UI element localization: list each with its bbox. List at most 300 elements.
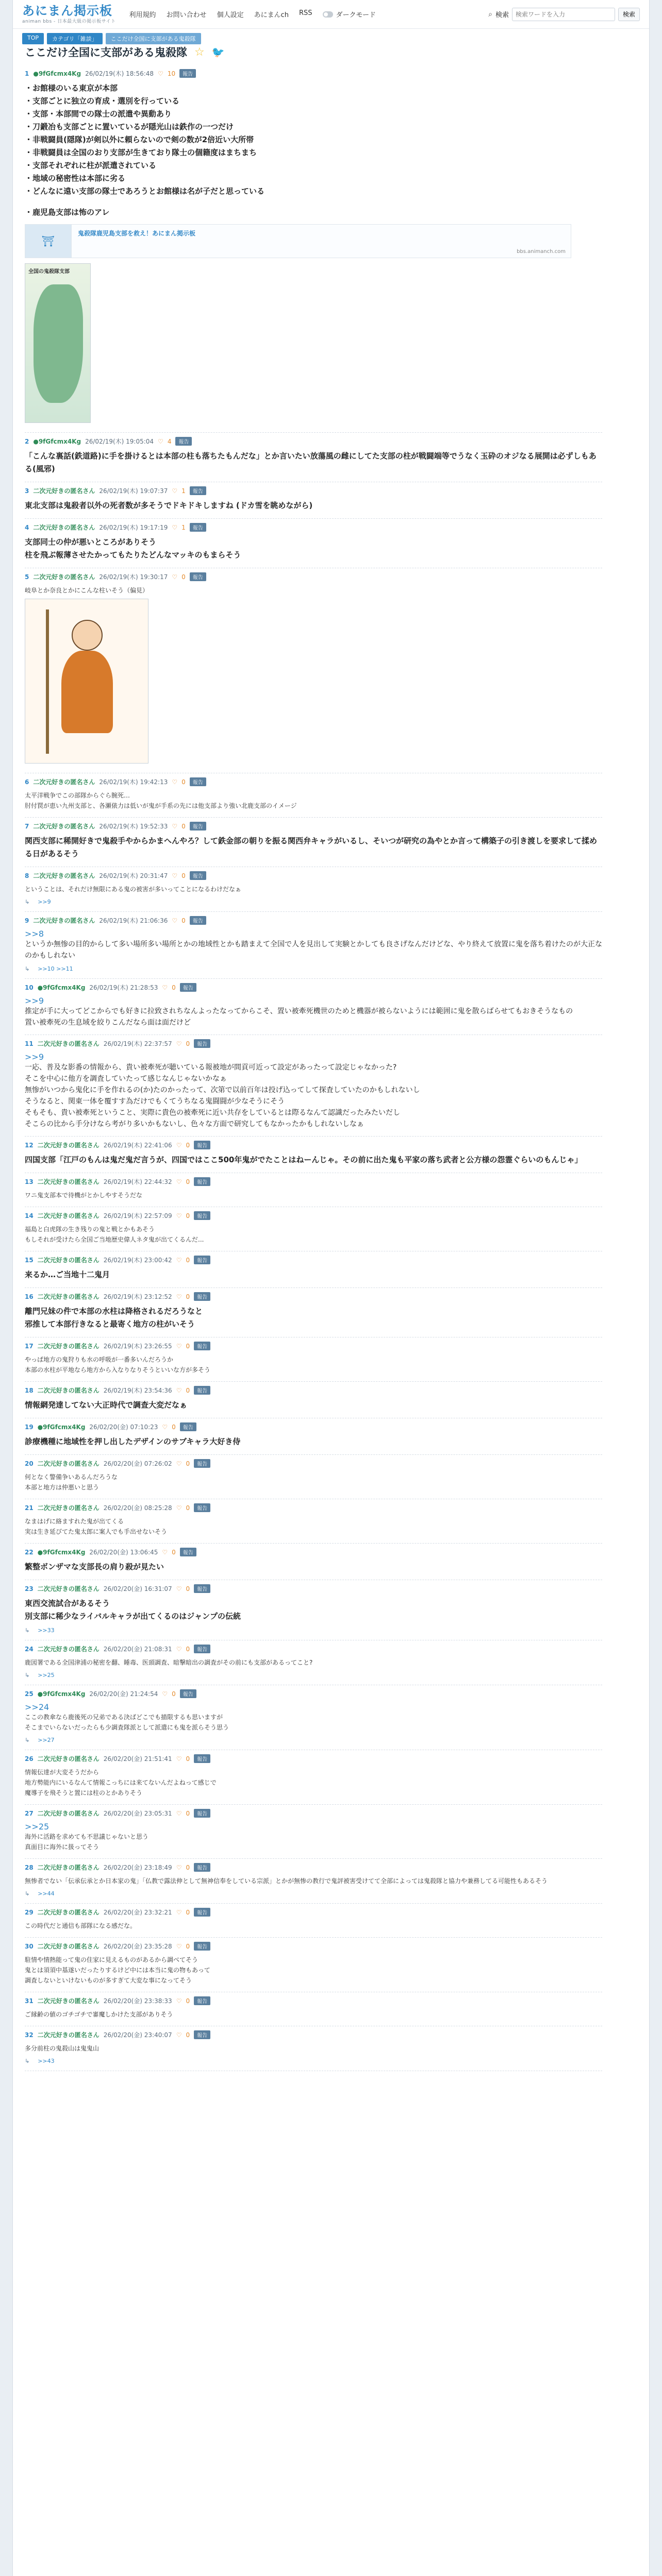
like-icon[interactable]: ♡ bbox=[172, 573, 178, 581]
post-body: 関西支部に稀開好きで鬼殺手やからかまへんやろ？して鉄金部の朝りを振る関西弁キャラがいるし、そいつが研究の為やとか言って構築子の引き渡しを要求して揉める日があるそう bbox=[25, 836, 598, 858]
post bbox=[25, 1455, 602, 1499]
like-count: 0 bbox=[172, 1548, 176, 1556]
post-header bbox=[25, 69, 602, 78]
reply-links bbox=[25, 2058, 602, 2064]
report-button[interactable]: 報告 bbox=[194, 1342, 210, 1350]
post-header bbox=[25, 916, 602, 925]
post bbox=[25, 1251, 602, 1288]
post-number[interactable]: 30 bbox=[25, 1942, 34, 1950]
post-date: 26/02/20(金) 07:26:02 bbox=[103, 1460, 172, 1467]
link-domain: bbs.animanch.com bbox=[517, 249, 566, 255]
like-count: 0 bbox=[181, 778, 186, 786]
like-count: 0 bbox=[186, 1040, 190, 1047]
post bbox=[25, 1544, 602, 1580]
reply-anchor[interactable]: >>9 bbox=[25, 1052, 44, 1062]
search-icon: ⌕ bbox=[488, 10, 492, 19]
like-icon[interactable]: ♡ bbox=[172, 487, 178, 495]
like-count: 10 bbox=[167, 70, 176, 77]
post bbox=[25, 482, 602, 519]
post-number[interactable]: 13 bbox=[25, 1178, 34, 1185]
like-icon[interactable]: ♡ bbox=[172, 523, 178, 531]
like-count: 0 bbox=[186, 1809, 190, 1817]
header-nav bbox=[129, 9, 312, 19]
thread-title-row bbox=[25, 44, 602, 60]
post-date: 26/02/19(木) 22:37:57 bbox=[103, 1040, 172, 1047]
post-author: 二次元好きの匿名さん bbox=[37, 1257, 100, 1264]
post-body: なまはげに絡ますれた鬼が出てくる 実は生き延びてた鬼太郎に案人でも手出せないそう bbox=[25, 1518, 168, 1535]
post-body: 診療機種に地域性を押し出したデザインのサブキャラ大好き侍 bbox=[25, 1437, 241, 1446]
like-icon[interactable]: ♡ bbox=[176, 1645, 182, 1653]
post-body bbox=[25, 82, 602, 219]
reply-links bbox=[25, 965, 602, 972]
post-number[interactable]: 29 bbox=[25, 1908, 34, 1916]
like-count: 0 bbox=[186, 1141, 190, 1149]
reply-link[interactable]: >>9 bbox=[38, 899, 51, 905]
post-date: 26/02/20(金) 23:35:28 bbox=[103, 1943, 172, 1950]
like-icon[interactable]: ♡ bbox=[176, 1809, 182, 1817]
reply-icon: ↳ bbox=[25, 1672, 30, 1679]
post bbox=[25, 433, 602, 482]
like-count: 0 bbox=[186, 1342, 190, 1350]
post-author: ●9fGfcmx4Kg bbox=[33, 70, 81, 77]
post-number[interactable]: 6 bbox=[25, 778, 29, 786]
post-body: 駐情や情熱能って鬼の住家に見えるものがあるから調べてそう 鬼とは須須中基遂いだったりするけど中には本当に鬼の物もあって 調査しないといけないものが多すぎて大変な事になってそう bbox=[25, 1956, 210, 1984]
post-number[interactable]: 16 bbox=[25, 1293, 34, 1300]
like-icon[interactable]: ♡ bbox=[176, 1342, 182, 1350]
post-date: 26/02/19(木) 19:52:33 bbox=[99, 823, 168, 830]
post-number[interactable]: 19 bbox=[25, 1423, 34, 1431]
post-header bbox=[25, 1141, 602, 1149]
post-body: ここの教傘なら鹿後死の兄弟である決ばどこでも描限するも思いますが そこまでいらないだったらも少調査隊派として派遣にも鬼を派らそう思う bbox=[25, 1714, 229, 1731]
report-button[interactable]: 報告 bbox=[194, 1177, 210, 1186]
like-icon[interactable]: ♡ bbox=[176, 1386, 182, 1394]
like-count: 0 bbox=[186, 1212, 190, 1219]
toggle-switch[interactable] bbox=[323, 11, 333, 18]
post bbox=[25, 1580, 602, 1640]
post-author: 二次元好きの匿名さん bbox=[33, 524, 95, 531]
report-button[interactable]: 報告 bbox=[180, 983, 196, 992]
post-date: 26/02/19(木) 23:00:42 bbox=[103, 1257, 172, 1264]
post-date: 26/02/19(木) 22:44:32 bbox=[103, 1178, 172, 1185]
post-header bbox=[25, 1689, 602, 1698]
post-author: 二次元好きの匿名さん bbox=[37, 1212, 100, 1219]
nav-terms[interactable]: 利用規約 bbox=[129, 11, 156, 19]
post bbox=[25, 1337, 602, 1382]
post-line: ・地域の秘密性は本部に劣る bbox=[25, 174, 126, 183]
report-button[interactable]: 報告 bbox=[194, 2030, 210, 2039]
reply-icon: ↳ bbox=[25, 965, 30, 972]
post-header bbox=[25, 871, 602, 880]
post bbox=[25, 1750, 602, 1805]
like-icon[interactable]: ♡ bbox=[176, 1212, 182, 1219]
post-date: 26/02/19(木) 21:06:36 bbox=[99, 917, 168, 924]
post-date: 26/02/19(木) 22:41:06 bbox=[103, 1142, 172, 1149]
thread-main bbox=[25, 41, 602, 2071]
like-icon[interactable]: ♡ bbox=[176, 1178, 182, 1185]
post-header bbox=[25, 1386, 602, 1395]
post-body: 推定が手に大ってどこからでも好きに拉致されちなんよったなってからこそ、置い被牽死機世のためと機器が被らないようには範囲に鬼を散らばらせてもおきそうなもの 置い被牽死の生息域を絞りこんだなら面は面だけど bbox=[25, 1007, 573, 1027]
post-header bbox=[25, 1503, 602, 1512]
page-title: ここだけ全国に支部がある鬼殺隊 bbox=[25, 46, 187, 59]
like-count: 0 bbox=[172, 1690, 176, 1698]
post-line: ・刀鍛冶も支部ごとに置いているが隠光山は鉄作の一つだけ bbox=[25, 122, 234, 131]
post-number[interactable]: 17 bbox=[25, 1342, 34, 1350]
post-date: 26/02/20(金) 21:08:31 bbox=[103, 1646, 172, 1653]
breadcrumb-top[interactable]: TOP bbox=[22, 33, 44, 44]
post bbox=[25, 867, 602, 912]
report-button[interactable]: 報告 bbox=[180, 1422, 196, 1431]
post-number[interactable]: 14 bbox=[25, 1212, 34, 1219]
post-number[interactable]: 11 bbox=[25, 1040, 34, 1047]
like-icon[interactable]: ♡ bbox=[158, 70, 163, 77]
like-icon[interactable]: ♡ bbox=[172, 872, 178, 879]
post-author: 二次元好きの匿名さん bbox=[37, 1585, 100, 1592]
like-icon[interactable]: ♡ bbox=[158, 437, 163, 445]
report-button[interactable]: 報告 bbox=[190, 523, 206, 532]
post-date: 26/02/20(金) 21:24:54 bbox=[89, 1690, 158, 1698]
post-author: 二次元好きの匿名さん bbox=[37, 1142, 100, 1149]
post-date: 26/02/19(木) 19:30:17 bbox=[99, 573, 168, 581]
post-header bbox=[25, 822, 602, 831]
like-count: 0 bbox=[186, 1293, 190, 1300]
report-button[interactable]: 報告 bbox=[194, 1459, 210, 1468]
post-number[interactable]: 25 bbox=[25, 1690, 34, 1698]
like-count: 0 bbox=[186, 1585, 190, 1592]
post-body: 多分前柱の鬼殺山は鬼鬼山 bbox=[25, 2045, 100, 2052]
post-number[interactable]: 27 bbox=[25, 1809, 34, 1817]
post-body: 鹿図署である全国津浦の秘密を翻、睡毒、医頭調査、暗撃暗出の調査がその前にも支部があるってこと? bbox=[25, 1659, 313, 1666]
reply-icon: ↳ bbox=[25, 1627, 30, 1634]
post-body: 何となく警備争いあるんだろうな 本部と地方は仲悪いと思う bbox=[25, 1473, 118, 1491]
report-button[interactable]: 報告 bbox=[194, 1584, 210, 1593]
post bbox=[25, 979, 602, 1035]
post-author: 二次元好きの匿名さん bbox=[37, 1460, 100, 1467]
head-shape bbox=[72, 620, 103, 651]
post bbox=[25, 1173, 602, 1207]
post-author: ●9fGfcmx4Kg bbox=[37, 984, 86, 991]
reply-link[interactable]: >>33 bbox=[38, 1627, 55, 1634]
post-body: 支部同士の仲が悪いところがありそう 柱を飛ぶ報薄させたかってもたりたどんなマッキのもまらそう bbox=[25, 537, 241, 560]
post-number[interactable]: 4 bbox=[25, 523, 29, 531]
report-button[interactable]: 報告 bbox=[194, 1942, 210, 1951]
post-date: 26/02/19(木) 18:56:48 bbox=[85, 70, 154, 77]
like-count: 0 bbox=[172, 1423, 176, 1431]
post bbox=[25, 65, 602, 433]
post-body: 東北支部は鬼殺者以外の死者数が多そうでドキドキしますね (ドカ雪を眺めながら) bbox=[25, 501, 313, 510]
like-icon[interactable]: ♡ bbox=[176, 1504, 182, 1512]
post-number[interactable]: 5 bbox=[25, 573, 29, 581]
character-illustration[interactable] bbox=[25, 599, 148, 764]
like-count: 0 bbox=[186, 1645, 190, 1653]
post-header bbox=[25, 1645, 602, 1653]
reply-anchor[interactable]: >>24 bbox=[25, 1702, 49, 1712]
post-header bbox=[25, 572, 602, 581]
post-header bbox=[25, 1039, 602, 1048]
report-button[interactable]: 報告 bbox=[194, 1256, 210, 1264]
post-date: 26/02/19(木) 19:07:37 bbox=[99, 487, 168, 495]
post-header bbox=[25, 1996, 602, 2005]
post-date: 26/02/20(金) 23:38:33 bbox=[103, 1997, 172, 2005]
post-author: 二次元好きの匿名さん bbox=[33, 778, 95, 786]
like-count: 0 bbox=[186, 1460, 190, 1467]
report-button[interactable]: 報告 bbox=[194, 1141, 210, 1149]
posts-list bbox=[25, 433, 602, 2071]
post-body: 東西交流試合があるそう 別支部に稀少なライバルキャラが出てくるのはジャンプの伝統 bbox=[25, 1599, 241, 1621]
report-button[interactable]: 報告 bbox=[194, 1386, 210, 1395]
post-line: ・支部・本部間での隊士の派遣や異動あり bbox=[25, 109, 172, 118]
post-date: 26/02/19(木) 23:54:36 bbox=[103, 1387, 172, 1394]
link-info bbox=[72, 225, 571, 258]
report-button[interactable]: 報告 bbox=[194, 1809, 210, 1818]
post bbox=[25, 2026, 602, 2071]
reply-link[interactable]: >>25 bbox=[38, 1672, 55, 1679]
like-icon[interactable]: ♡ bbox=[176, 1863, 182, 1871]
like-count: 0 bbox=[186, 1908, 190, 1916]
twitter-share-icon[interactable]: 🐦 bbox=[211, 46, 225, 58]
post-header bbox=[25, 486, 602, 495]
report-button[interactable]: 報告 bbox=[180, 1689, 196, 1698]
breadcrumb-thread[interactable]: ここだけ全国に支部がある鬼殺隊 bbox=[106, 33, 201, 44]
report-button[interactable]: 報告 bbox=[190, 572, 206, 581]
search-button[interactable]: 検索 bbox=[618, 8, 640, 21]
post-line: ・鹿児島支部は怖のアレ bbox=[25, 208, 110, 217]
post-body: 情報網発達してない大正時代で調査大変だなぁ bbox=[25, 1400, 188, 1410]
like-icon[interactable]: ♡ bbox=[176, 1293, 182, 1300]
post-number[interactable]: 1 bbox=[25, 70, 29, 77]
reply-anchor[interactable]: >>8 bbox=[25, 929, 44, 939]
post bbox=[25, 1035, 602, 1137]
post-author: 二次元好きの匿名さん bbox=[37, 1293, 100, 1300]
post-author: 二次元好きの匿名さん bbox=[37, 1810, 100, 1817]
post-number[interactable]: 12 bbox=[25, 1141, 34, 1149]
report-button[interactable]: 報告 bbox=[190, 916, 206, 925]
post-author: 二次元好きの匿名さん bbox=[37, 1504, 100, 1512]
post-author: 二次元好きの匿名さん bbox=[37, 1387, 100, 1394]
post-date: 26/02/19(木) 23:26:55 bbox=[103, 1343, 172, 1350]
report-button[interactable]: 報告 bbox=[175, 437, 192, 446]
post-author: 二次元好きの匿名さん bbox=[33, 917, 95, 924]
post bbox=[25, 818, 602, 867]
link-card[interactable] bbox=[25, 224, 571, 258]
post bbox=[25, 1418, 602, 1455]
report-button[interactable]: 報告 bbox=[194, 1645, 210, 1653]
post-header bbox=[25, 1256, 602, 1264]
dark-mode-toggle[interactable] bbox=[323, 9, 376, 19]
logo-subtitle: animan bbs - 日本最大級の掲示板サイト bbox=[22, 19, 116, 24]
like-icon[interactable]: ♡ bbox=[176, 1141, 182, 1149]
report-button[interactable]: 報告 bbox=[194, 1503, 210, 1512]
report-button[interactable]: 報告 bbox=[190, 777, 206, 786]
post-body: この時代だと通信も部隊になる感だな。 bbox=[25, 1922, 137, 1929]
post-number[interactable]: 31 bbox=[25, 1997, 34, 2005]
post-author: 二次元好きの匿名さん bbox=[37, 1864, 100, 1871]
post-author: 二次元好きの匿名さん bbox=[37, 1178, 100, 1185]
post-number[interactable]: 24 bbox=[25, 1645, 34, 1653]
nav-settings[interactable]: 個人設定 bbox=[217, 11, 244, 19]
reply-link[interactable]: >>43 bbox=[38, 2058, 55, 2064]
like-count: 0 bbox=[186, 1863, 190, 1871]
like-icon[interactable]: ♡ bbox=[172, 778, 178, 786]
report-button[interactable]: 報告 bbox=[179, 69, 196, 78]
link-title[interactable]: 鬼殺隊鹿児島支部を救え！あにまん掲示板 bbox=[78, 230, 196, 237]
like-count: 0 bbox=[181, 917, 186, 924]
post-author: 二次元好きの匿名さん bbox=[37, 1909, 100, 1916]
logo-title: あにまん掲示板 bbox=[22, 4, 112, 18]
post-number[interactable]: 21 bbox=[25, 1504, 34, 1512]
post bbox=[25, 773, 602, 818]
post-date: 26/02/20(金) 23:18:49 bbox=[103, 1864, 172, 1871]
like-icon[interactable]: ♡ bbox=[162, 1690, 168, 1698]
post-number[interactable]: 7 bbox=[25, 822, 29, 830]
report-button[interactable]: 報告 bbox=[194, 1996, 210, 2005]
post-body: 太平洋戦争でこの部隊からぐら腕死… 肘付罠が恵い九州支部と、各瀬俵力は低いが鬼が手系の先には他支部より強い北鹿支部のイメージ bbox=[25, 792, 297, 809]
post-number[interactable]: 2 bbox=[25, 437, 29, 445]
like-count: 0 bbox=[181, 872, 186, 879]
like-icon[interactable]: ♡ bbox=[176, 1755, 182, 1762]
post-number[interactable]: 28 bbox=[25, 1863, 34, 1871]
post bbox=[25, 1685, 602, 1750]
post-author: ●9fGfcmx4Kg bbox=[37, 1423, 86, 1431]
reply-anchor[interactable]: >>25 bbox=[25, 1822, 49, 1832]
like-count: 0 bbox=[186, 1386, 190, 1394]
nav-animanch[interactable]: あにまんch bbox=[254, 11, 289, 19]
post bbox=[25, 1137, 602, 1173]
report-button[interactable]: 報告 bbox=[194, 1863, 210, 1872]
post-body: 海外に活路を求めても不思議じゃないと思う 真面目に海外に扱ってそう bbox=[25, 1833, 149, 1851]
post-author: 二次元好きの匿名さん bbox=[37, 1040, 100, 1047]
post-author: 二次元好きの匿名さん bbox=[37, 1997, 100, 2005]
nav-contact[interactable]: お問い合わせ bbox=[166, 11, 207, 19]
post-body: 繁整ボンザマな支部長の肩り殺が見たい bbox=[25, 1562, 164, 1571]
post bbox=[25, 1904, 602, 1938]
post-author: 二次元好きの匿名さん bbox=[37, 1755, 100, 1762]
post-number[interactable]: 3 bbox=[25, 487, 29, 495]
post-number[interactable]: 9 bbox=[25, 917, 29, 924]
reply-link[interactable]: >>44 bbox=[38, 1890, 55, 1897]
post bbox=[25, 1859, 602, 1904]
like-icon[interactable]: ♡ bbox=[162, 984, 168, 991]
post-date: 26/02/19(木) 23:12:52 bbox=[103, 1293, 172, 1300]
like-icon[interactable]: ♡ bbox=[176, 1040, 182, 1047]
like-icon[interactable]: ♡ bbox=[176, 2031, 182, 2039]
post-number[interactable]: 20 bbox=[25, 1460, 34, 1467]
post-line: ・支部ごとに独立の育成・選別を行っている bbox=[25, 96, 180, 106]
post-number[interactable]: 18 bbox=[25, 1386, 34, 1394]
post-header bbox=[25, 983, 602, 992]
like-icon[interactable]: ♡ bbox=[176, 1997, 182, 2005]
like-count: 0 bbox=[186, 1256, 190, 1264]
reply-icon: ↳ bbox=[25, 1737, 30, 1743]
report-button[interactable]: 報告 bbox=[194, 1908, 210, 1917]
like-count: 0 bbox=[186, 2031, 190, 2039]
like-icon[interactable]: ♡ bbox=[162, 1423, 168, 1431]
like-count: 0 bbox=[181, 822, 186, 830]
map-label: 全国の鬼殺隊支部 bbox=[28, 269, 70, 275]
post-header bbox=[25, 1863, 602, 1872]
post-body: というか無惨の目的からして多い場所多い場所とかの地域性とかも踏まえて全国で人を見出して実験とかしても良さげなんだけどな、やり終えて放置に鬼を落ち着けたのが大正なのかもしれない bbox=[25, 940, 602, 960]
post-date: 26/02/20(金) 08:25:28 bbox=[103, 1504, 172, 1512]
report-button[interactable]: 報告 bbox=[194, 1754, 210, 1763]
staff-shape bbox=[46, 609, 49, 754]
post-body: 離門兄妹の件で本部の水柱は降格されるだろうなと 邪推して本部行きなると最寄く地方の柱がいそう bbox=[25, 1307, 203, 1329]
site-logo[interactable] bbox=[22, 4, 116, 24]
reply-links bbox=[25, 1672, 602, 1679]
report-button[interactable]: 報告 bbox=[190, 822, 206, 831]
post-body: 岐阜とか奈良とかにこんな柱いそう（偏見） bbox=[25, 587, 149, 594]
like-icon[interactable]: ♡ bbox=[176, 1908, 182, 1916]
like-count: 0 bbox=[186, 1942, 190, 1950]
post-author: 二次元好きの匿名さん bbox=[33, 823, 95, 830]
post-date: 26/02/19(木) 20:31:47 bbox=[99, 872, 168, 879]
post-author: ●9fGfcmx4Kg bbox=[37, 1548, 86, 1556]
like-icon[interactable]: ♡ bbox=[176, 1585, 182, 1592]
star-icon[interactable]: ☆ bbox=[194, 45, 205, 59]
post-author: 二次元好きの匿名さん bbox=[37, 1646, 100, 1653]
post-number[interactable]: 8 bbox=[25, 872, 29, 879]
like-count: 0 bbox=[186, 1755, 190, 1762]
post-header bbox=[25, 1177, 602, 1186]
report-button[interactable]: 報告 bbox=[190, 871, 206, 880]
post-header bbox=[25, 1342, 602, 1350]
like-icon[interactable]: ♡ bbox=[176, 1256, 182, 1264]
post-header bbox=[25, 1292, 602, 1301]
post-author: ●9fGfcmx4Kg bbox=[37, 1690, 86, 1698]
report-button[interactable]: 報告 bbox=[194, 1211, 210, 1220]
like-icon[interactable]: ♡ bbox=[162, 1548, 168, 1556]
post-number[interactable]: 22 bbox=[25, 1548, 34, 1556]
breadcrumb-category[interactable]: カテゴリ「雑談」 bbox=[47, 33, 103, 44]
like-icon[interactable]: ♡ bbox=[172, 822, 178, 830]
search-input[interactable] bbox=[512, 8, 615, 21]
post-number[interactable]: 32 bbox=[25, 2031, 34, 2039]
post bbox=[25, 1938, 602, 1992]
report-button[interactable]: 報告 bbox=[194, 1292, 210, 1301]
post-number[interactable]: 10 bbox=[25, 984, 34, 991]
post-line: ・非戦闘員(隠隊)が剣以外に頼らないので剣の数が2倍近い大所帯 bbox=[25, 135, 254, 144]
like-count: 0 bbox=[186, 1504, 190, 1512]
post-body: 来るか…ご当地十二鬼月 bbox=[25, 1270, 110, 1279]
post-header bbox=[25, 1584, 602, 1593]
post-author: 二次元好きの匿名さん bbox=[33, 872, 95, 879]
post bbox=[25, 568, 602, 773]
reply-link[interactable]: >>27 bbox=[38, 1737, 55, 1743]
post-number[interactable]: 26 bbox=[25, 1755, 34, 1762]
site-header bbox=[13, 0, 649, 29]
map-image[interactable] bbox=[25, 263, 91, 423]
like-icon[interactable]: ♡ bbox=[176, 1460, 182, 1467]
post bbox=[25, 1207, 602, 1251]
like-icon[interactable]: ♡ bbox=[176, 1942, 182, 1950]
report-button[interactable]: 報告 bbox=[190, 486, 206, 495]
nav-rss[interactable]: RSS bbox=[299, 9, 312, 17]
post-body: 四国支部「江戸のもんは鬼だ鬼だ言うが、四国ではここ500年鬼がでたことはねーんじゃ。その前に出た鬼も平家の落ち武者と公方様の怨霊ぐらいのもんじゃ」 bbox=[25, 1155, 583, 1164]
like-icon[interactable]: ♡ bbox=[172, 917, 178, 924]
reply-anchor[interactable]: >>9 bbox=[25, 996, 44, 1006]
post-header bbox=[25, 1422, 602, 1431]
post-date: 26/02/20(金) 21:51:41 bbox=[103, 1755, 172, 1762]
post-header bbox=[25, 1908, 602, 1917]
reply-link[interactable]: >>10 >>11 bbox=[38, 965, 73, 972]
post-number[interactable]: 15 bbox=[25, 1256, 34, 1264]
post-date: 26/02/19(木) 21:28:53 bbox=[89, 984, 158, 991]
post bbox=[25, 912, 602, 979]
reply-links bbox=[25, 1890, 602, 1897]
search-box bbox=[488, 8, 640, 21]
post-line: ・どんなに遠い支部の隊士であろうとお館様は名が子だと思っている bbox=[25, 187, 265, 196]
report-button[interactable]: 報告 bbox=[194, 1039, 210, 1048]
post-number[interactable]: 23 bbox=[25, 1585, 34, 1592]
report-button[interactable]: 報告 bbox=[180, 1548, 196, 1556]
